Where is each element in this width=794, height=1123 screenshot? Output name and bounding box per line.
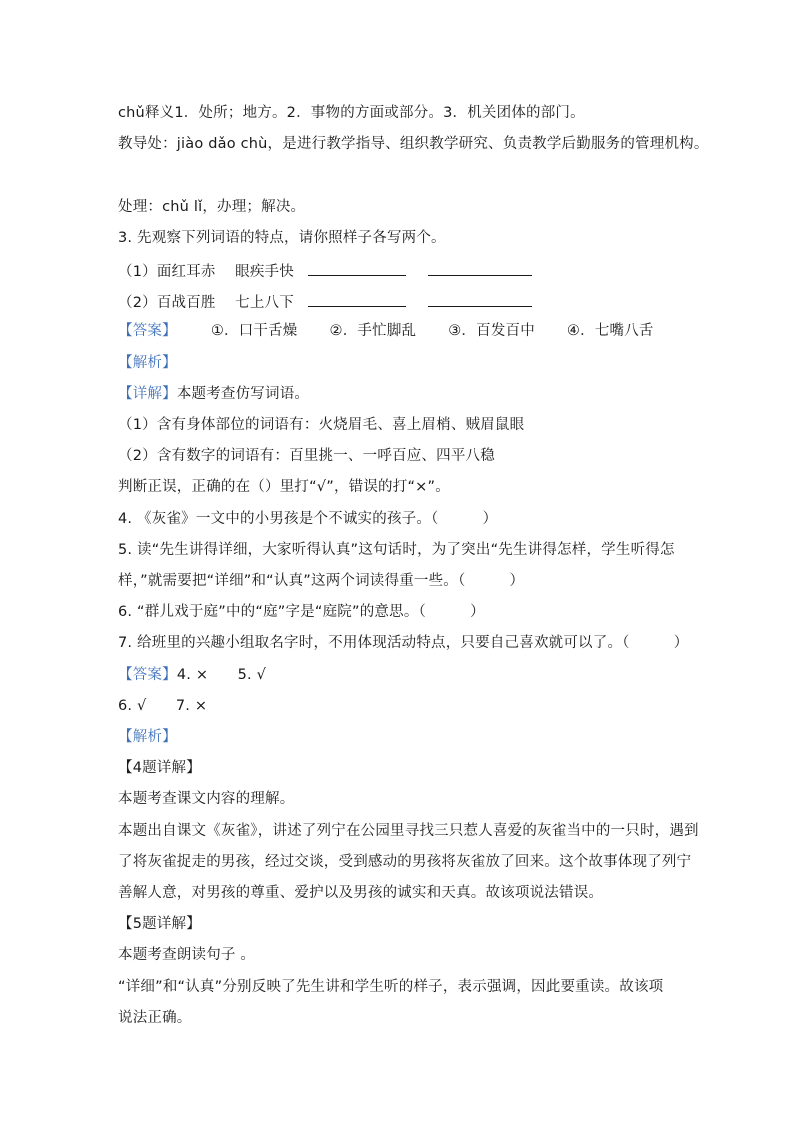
detail-5-line-1: “详细”和“认真”分别反映了先生讲和学生听的样子，表示强调，因此要重读。故该项 (118, 979, 664, 995)
detail-4-line-3: 善解人意，对男孩的尊重、爱护以及男孩的诚实和天真。故该项说法错误。 (118, 885, 604, 901)
question-4: 4. 《灰雀》一文中的小男孩是个不诚实的孩子。（ ） (118, 511, 498, 527)
item-1-text: （1）面红耳赤 眼疾手快 (118, 264, 294, 280)
answer-blank[interactable] (308, 291, 406, 307)
detail-3-point-2: （2）含有数字的词语有：百里挑一、一呼百应、四平八稳 (118, 448, 495, 464)
definition-chuli: 处理：chǔ lǐ，办理；解决。 (118, 199, 306, 215)
item-2-text: （2）百战百胜 七上八下 (118, 295, 294, 311)
answer-6-7: 6. √ 7. × (118, 698, 208, 714)
answer-tag: 【答案】 (118, 667, 177, 683)
detail-tag: 【详解】 (118, 386, 177, 402)
detail-4-topic: 本题考查课文内容的理解。 (118, 791, 295, 807)
answer-item: ④．七嘴八舌 (566, 323, 654, 339)
answer-4-5 (118, 666, 266, 684)
question-3-item-1 (118, 260, 532, 281)
answer-item: ③．百发百中 (448, 323, 535, 339)
answer-3 (118, 322, 654, 340)
question-7: 7. 给班里的兴趣小组取名字时，不用体现活动特点，只要自己喜欢就可以了。（ ） (118, 635, 689, 651)
answer-text: 4. × 5. √ (176, 667, 267, 683)
answer-blank[interactable] (428, 291, 532, 307)
question-5-line-1: 5. 读“先生讲得详细，大家听得认真”这句话时，为了突出“先生讲得怎样，学生听得怎 (118, 542, 675, 558)
question-6: 6. “群儿戏于庭”中的“庭”字是“庭院”的意思。（ ） (118, 604, 485, 620)
detail-3 (118, 385, 309, 403)
analysis-tag: 【解析】 (118, 729, 177, 745)
detail-3-point-1: （1）含有身体部位的词语有：火烧眉毛、喜上眉梢、贼眉鼠眼 (118, 417, 525, 433)
answer-tag: 【答案】 (118, 323, 177, 339)
detail-5-topic: 本题考查朗读句子 。 (118, 947, 256, 963)
detail-4-heading: 【4题详解】 (118, 760, 201, 776)
answer-item: ②．手忙脚乱 (329, 323, 417, 339)
question-3: 3. 先观察下列词语的特点，请你照样子各写两个。 (118, 230, 446, 246)
analysis-tag: 【解析】 (118, 355, 177, 371)
definition-chu: chǔ释义1．处所；地方。2．事物的方面或部分。3．机关团体的部门。 (118, 105, 585, 121)
section-true-false: 判断正误，正确的在（）里打“√”，错误的打“×”。 (118, 479, 450, 495)
detail-5-heading: 【5题详解】 (118, 916, 201, 932)
question-3-item-2 (118, 291, 532, 312)
detail-4-line-2: 了将灰雀捉走的男孩，经过交谈，受到感动的男孩将灰雀放了回来。这个故事体现了列宁 (118, 854, 692, 870)
answer-blank[interactable] (308, 260, 406, 276)
detail-4-line-1: 本题出自课文《灰雀》，讲述了列宁在公园里寻找三只惹人喜爱的灰雀当中的一只时，遇到 (118, 823, 699, 839)
definition-jiaodaochu: 教导处：jiào dǎo chù，是进行教学指导、组织教学研究、负责教学后勤服务的管理机构。 (118, 136, 709, 152)
detail-text: 本题考查仿写词语。 (176, 386, 310, 402)
answer-blank[interactable] (428, 260, 532, 276)
answer-item: ①．口干舌燥 (210, 323, 298, 339)
question-5-line-2: 样，”就需要把“详细”和“认真”这两个词读得重一些。（ ） (118, 573, 525, 589)
detail-5-line-2: 说法正确。 (118, 1010, 192, 1026)
